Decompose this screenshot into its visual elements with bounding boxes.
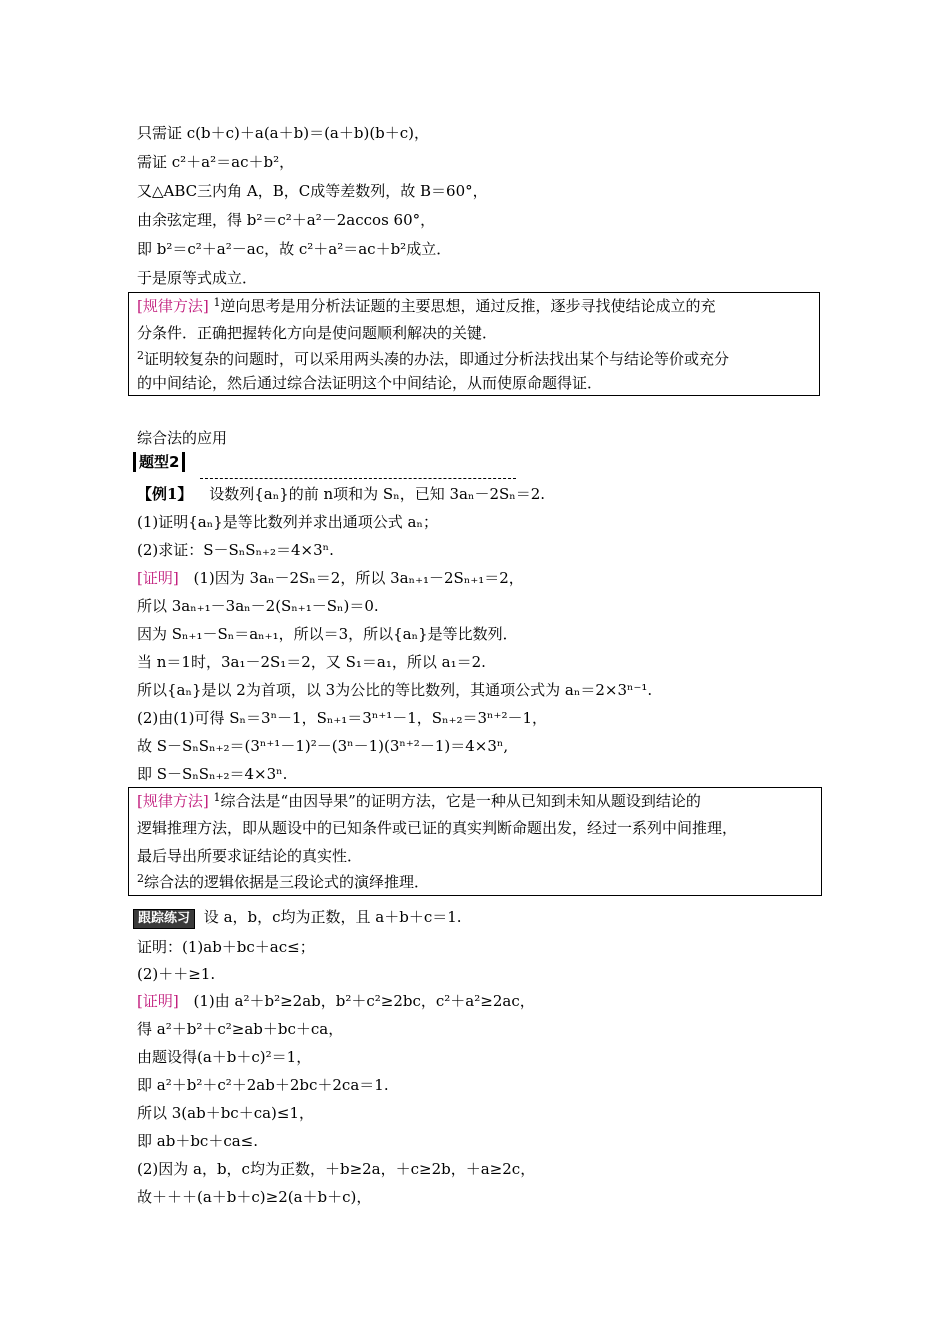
proof-tag: [证明] <box>137 569 179 587</box>
proof-line: 所以{aₙ}是以 2为首项，以 3为公比的等比数列，其通项公式为 aₙ＝2×3ⁿ⁻¹. <box>137 681 653 699</box>
proof-line: 因为 Sₙ₊₁－Sₙ＝aₙ₊₁，所以＝3，所以{aₙ}是等比数列． <box>137 625 518 643</box>
proof-line: 当 n＝1时，3a₁－2S₁＝2，又 S₁＝a₁，所以 a₁＝2. <box>137 653 486 671</box>
practice-badge: 跟踪练习 <box>133 909 195 929</box>
example-label: 【例1】 <box>137 485 193 503</box>
example-question: (1)证明{aₙ}是等比数列并求出通项公式 aₙ； <box>137 513 438 531</box>
method-tag: [规律方法] <box>137 792 209 810</box>
proof-tag: [证明] <box>137 992 179 1010</box>
proof-line: 即 b²＝c²＋a²－ac，故 c²＋a²＝ac＋b²成立． <box>137 240 452 258</box>
method-text: 最后导出所要求证结论的真实性． <box>137 847 363 865</box>
proof-line: (1)由 a²＋b²≥2ab，b²＋c²≥2bc，c²＋a²≥2ac， <box>193 992 535 1010</box>
method-text: 综合法是“由因导果”的证明方法，它是一种从已知到未知从题设到结论的 <box>220 792 701 810</box>
bullet-mark: 2 <box>137 872 144 885</box>
bullet-mark: 1 <box>213 296 221 309</box>
method-box <box>128 787 822 896</box>
method-tag: [规律方法] <box>137 297 209 315</box>
practice-question: (2)＋＋≥1. <box>137 965 216 983</box>
dashed-divider <box>200 478 516 479</box>
proof-line: (1)因为 3aₙ－2Sₙ＝2，所以 3aₙ₊₁－2Sₙ₊₁＝2， <box>193 569 524 587</box>
proof-line: (2)由(1)可得 Sₙ＝3ⁿ－1，Sₙ₊₁＝3ⁿ⁺¹－1，Sₙ₊₂＝3ⁿ⁺²－1， <box>137 709 548 727</box>
method-text: 证明较复杂的问题时，可以采用两头凑的办法，即通过分析法找出某个与结论等价或充分 <box>144 350 730 368</box>
method-text: 逻辑推理方法，即从题设中的已知条件或已证的真实判断命题出发，经过一系列中间推理， <box>137 819 738 837</box>
proof-line: 得 a²＋b²＋c²≥ab＋bc＋ca， <box>137 1020 344 1038</box>
proof-line: (2)因为 a，b，c均为正数，＋b≥2a，＋c≥2b，＋a≥2c， <box>137 1160 536 1178</box>
bullet-mark: 2 <box>137 349 144 362</box>
proof-line: 于是原等式成立． <box>137 269 258 287</box>
tixing-header <box>133 452 185 472</box>
proof-line: 所以 3(ab＋bc＋ca)≤1， <box>137 1104 315 1122</box>
bullet-mark: 1 <box>213 791 221 804</box>
method-text: 综合法的逻辑依据是三段论式的演绎推理． <box>144 873 430 891</box>
practice-question: 证明：(1)ab＋bc＋ac≤； <box>137 938 315 956</box>
example-stem: 设数列{aₙ}的前 n项和为 Sₙ，已知 3aₙ－2Sₙ＝2. <box>209 485 546 503</box>
proof-line: 需证 c²＋a²＝ac＋b²， <box>137 153 295 171</box>
proof-line: 即 a²＋b²＋c²＋2ab＋2bc＋2ca＝1. <box>137 1076 389 1094</box>
method-text: 逆向思考是用分析法证题的主要思想，通过反推，逐步寻找使结论成立的充 <box>220 297 716 315</box>
proof-line: 只需证 c(b＋c)＋a(a＋b)＝(a＋b)(b＋c)， <box>137 124 430 142</box>
proof-line: 所以 3aₙ₊₁－3aₙ－2(Sₙ₊₁－Sₙ)＝0. <box>137 597 379 615</box>
method-text: 的中间结论，然后通过综合法证明这个中间结论，从而使原命题得证． <box>137 374 603 392</box>
proof-line: 即 S－SₙSₙ₊₂＝4×3ⁿ. <box>137 765 288 783</box>
example-question: (2)求证：S－SₙSₙ₊₂＝4×3ⁿ. <box>137 541 334 559</box>
tixing-badge: 题型2 <box>133 452 185 472</box>
section-title: 综合法的应用 <box>137 429 228 447</box>
proof-line: 又△ABC三内角 A，B，C成等差数列，故 B＝60°， <box>137 182 488 200</box>
proof-line: 由题设得(a＋b＋c)²＝1， <box>137 1048 312 1066</box>
proof-line: 故 S－SₙSₙ₊₂＝(3ⁿ⁺¹－1)²－(3ⁿ－1)(3ⁿ⁺²－1)＝4×3ⁿ, <box>137 737 509 755</box>
method-text: 分条件．正确把握转化方向是使问题顺利解决的关键． <box>137 324 498 342</box>
proof-line: 由余弦定理，得 b²＝c²＋a²－2accos 60°， <box>137 211 436 229</box>
practice-stem: 设 a，b，c均为正数，且 a＋b＋c＝1. <box>203 908 462 926</box>
method-box <box>128 292 820 396</box>
proof-line: 故＋＋＋(a＋b＋c)≥2(a＋b＋c)， <box>137 1188 372 1206</box>
proof-line: 即 ab＋bc＋ca≤. <box>137 1132 258 1150</box>
